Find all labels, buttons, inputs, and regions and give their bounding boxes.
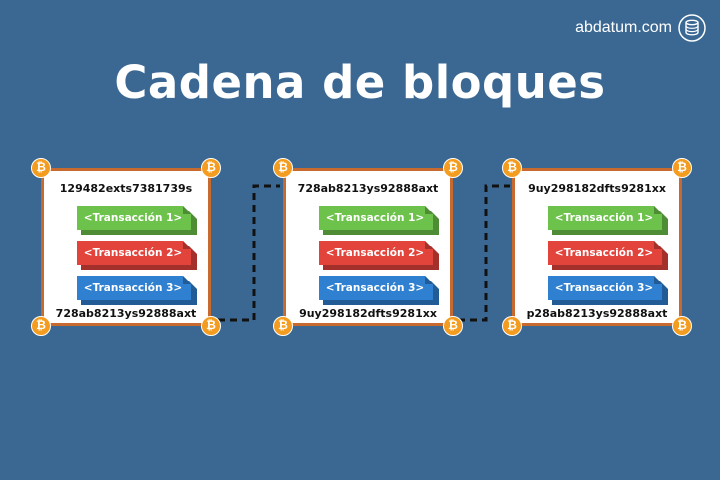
transaction-label: <Transacción 1> bbox=[554, 212, 654, 224]
block-hash: p28ab8213ys92888axt bbox=[526, 307, 668, 320]
bitcoin-icon: ₿ bbox=[31, 316, 51, 336]
transaction-label: <Transacción 2> bbox=[325, 247, 425, 259]
bitcoin-icon: ₿ bbox=[31, 158, 51, 178]
block-3 bbox=[507, 160, 687, 332]
bitcoin-icon: ₿ bbox=[672, 158, 692, 178]
connector-1-2 bbox=[218, 186, 280, 320]
bitcoin-icon: ₿ bbox=[201, 316, 221, 336]
transaction-2 bbox=[548, 241, 668, 265]
previous-hash: 129482exts7381739s bbox=[59, 182, 193, 195]
bitcoin-icon: ₿ bbox=[443, 158, 463, 178]
transaction-1 bbox=[319, 206, 439, 230]
previous-hash: 728ab8213ys92888axt bbox=[297, 182, 439, 195]
connector-2-3 bbox=[458, 186, 510, 320]
previous-hash: 9uy298182dfts9281xx bbox=[528, 182, 666, 195]
transaction-1 bbox=[548, 206, 668, 230]
bitcoin-icon: ₿ bbox=[443, 316, 463, 336]
transaction-label: <Transacción 3> bbox=[554, 282, 654, 294]
transaction-label: <Transacción 3> bbox=[83, 282, 183, 294]
transaction-3 bbox=[77, 276, 197, 300]
transaction-label: <Transacción 2> bbox=[83, 247, 183, 259]
transaction-label: <Transacción 1> bbox=[325, 212, 425, 224]
block-2 bbox=[278, 160, 458, 332]
bitcoin-icon: ₿ bbox=[273, 316, 293, 336]
transaction-label: <Transacción 1> bbox=[83, 212, 183, 224]
block-hash: 728ab8213ys92888axt bbox=[55, 307, 197, 320]
transaction-2 bbox=[77, 241, 197, 265]
transaction-label: <Transacción 2> bbox=[554, 247, 654, 259]
bitcoin-icon: ₿ bbox=[672, 316, 692, 336]
block-1 bbox=[36, 160, 216, 332]
page-title: Cadena de bloques bbox=[114, 56, 606, 109]
transaction-2 bbox=[319, 241, 439, 265]
bitcoin-icon: ₿ bbox=[502, 316, 522, 336]
bitcoin-icon: ₿ bbox=[502, 158, 522, 178]
transaction-label: <Transacción 3> bbox=[325, 282, 425, 294]
transaction-1 bbox=[77, 206, 197, 230]
bitcoin-icon: ₿ bbox=[201, 158, 221, 178]
bitcoin-icon: ₿ bbox=[273, 158, 293, 178]
transaction-3 bbox=[319, 276, 439, 300]
block-hash: 9uy298182dfts9281xx bbox=[299, 307, 437, 320]
transaction-3 bbox=[548, 276, 668, 300]
brand-name: abdatum.com bbox=[575, 19, 672, 36]
